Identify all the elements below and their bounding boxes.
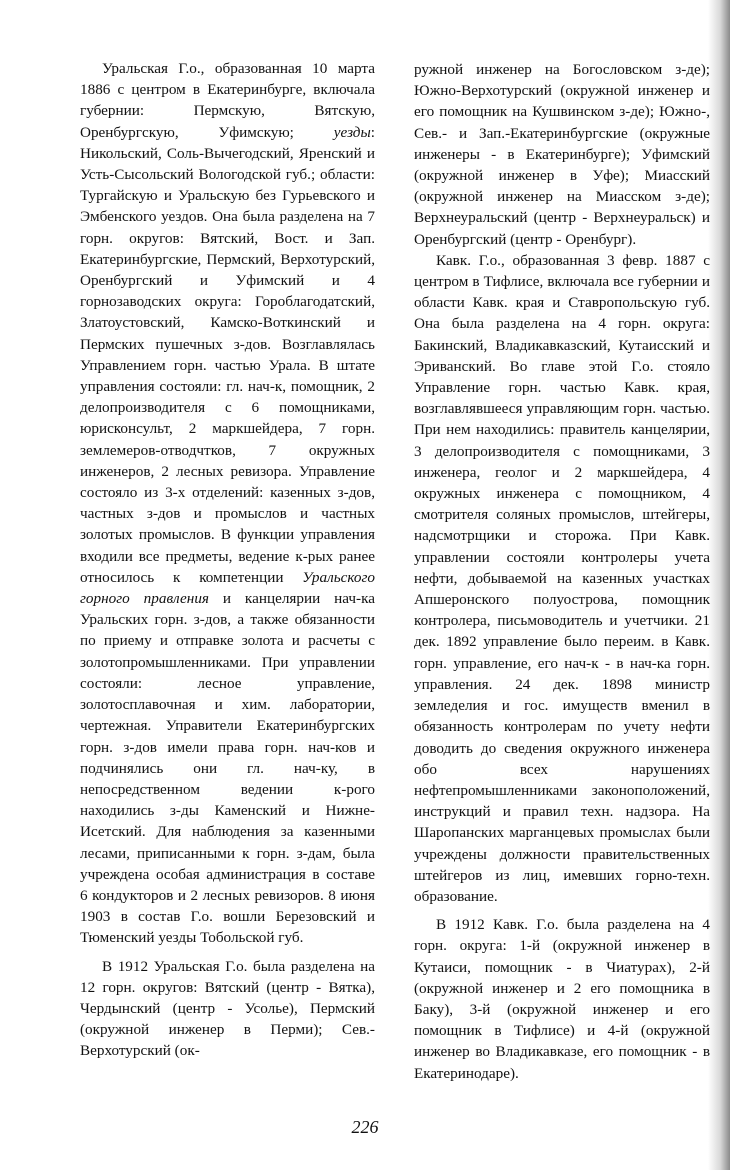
paragraph-caucasus-district: Кавк. Г.о., образованная 3 февр. 1887 с центром в Тифлисе, включала все губернии и области Кавк. края и Ставропольскую губ. Она была разделена на 4 горн. округа: Бакинский, Владикавказский, Кутаисский и Эриванский. Во главе этой Г.о. стояло Управление горн. частью Кавк. края, возглавлявшееся управляющим горн. частью. При нем находились: правитель канцелярии, 3 делопроизводителя с помощниками, 3 инженера, геолог и 2 маркшейдера, 4 окружных инженера с помощником, 4 смотрителя соляных промыслов, штейгеры, надсмотрщики и сторожа. При Кавк. управлении состояли контролеры учета нефти, добываемой на казенных участках Апшеронского полуострова, помощник контролера, письмоводитель и учетчики. 21 дек. 1892 управление было переим. в Кавк. горн. управление, его нач-к - в нач-ка горн. управления. 24 дек. 1898 министр земледелия и гос. имуществ вменил в обязанность контролерам по учету нефти доводить до сведения окружного инженера обо всех нарушениях нефтепромышленниками законоположений, инструкций и правил техн. надзора. На Шаропанских марганцевых промыслах были учреждены должности правительственных штейгеров из лиц, имевших горно-техн. образование. bbox=[414, 251, 710, 905]
paragraph-urals-1912-continued: ружной инженер на Богословском з-де); Южно-Верхотурский (окружной инженер и его помощник на Кушвинском з-де); Южно-, Сев.- и Зап.-Екатеринбургские (окружные инженеры - в Екатеринбурге); Уфимский (окружной инженер в Уфе); Миасский (окружной инженер на Миасском з-де); Верхнеуральский (центр - Верхнеуральск) и Оренбургский (центр - Оренбург). bbox=[414, 61, 710, 248]
page-number: 226 bbox=[351, 1117, 379, 1137]
paragraph-urals-1912: В 1912 Уральская Г.о. была разделена на 12 горн. округов: Вятский (центр - Вятка), Чердынский (центр - Усолье), Пермский (окружной инженер в Перми); Сев.-Верхотурский (ок- bbox=[80, 957, 375, 1060]
paragraph-urals-district: Уральская Г.о., образованная 10 марта 1886 с центром в Екатеринбурге, включала губернии: Пермскую, Вятскую, Оренбургскую, Уфимскую; уезды: Никольский, Соль-Вычегодский, Яренский и Усть-Сысольский Вологодской губ.; области: Тургайскую и Уральскую без Гурьевского и Эмбенского уездов. Она была разделена на 7 горн. округов: Вятский, Вост. и Зап. Екатеринбургские, Пермский, Верхотурский, Оренбургский и Уфимский и 4 горнозаводских округа: Гороблагодатский, Златоустовский, Камско-Воткинский и Пермских пушечных з-дов. Возглавлялась Управлением горн. частью Урала. В штате управления состояли: гл. нач-к, помощник, 2 делопроизводителя с 6 помощниками, юрисконсульт, 2 маркшейдера, 7 горн. землемеров-отводчтков, 7 окружных инженеров, 2 лесных ревизора. Управление состояло из 3-х отделений: казенных з-дов, частных з-дов и промыслов и частных золотых промыслов. В функции управления входили все предметы, ведение к-рых ранее относилось к компетенции Уральского горного правления и канцелярии нач-ка Уральских горн. з-дов, а также обязанности по приему и отправке золота и расчеты с золотопромышленниками. При управлении состояли: лесное управление, золотосплавочная и хим. лаборатории, чертежная. Управители Екатеринбургских горн. з-дов имели права горн. нач-ков и подчинялись они гл. нач-ку, в непосредственном ведении к-рого находились з-ды Каменский и Нижне-Исетский. Для наблюдения за казенными лесами, приписанными к горн. з-дам, была учреждена особая администрация в составе 6 кондукторов и 2 лесных ревизоров. 8 июня 1903 в состав Г.о. вошли Березовский и Тюменский уезды Тобольской губ. bbox=[80, 60, 375, 947]
page-edge-shadow bbox=[708, 0, 730, 1170]
right-column bbox=[414, 59, 710, 1084]
left-column bbox=[80, 58, 375, 1062]
paragraph-caucasus-1912: В 1912 Кавк. Г.о. была разделена на 4 горн. округа: 1-й (окружной инженер в Кутаиси, помощник - в Чиатурах), 2-й (окружной инженер и 2 его помощника в Баку), 3-й (окружной инженер и его помощник в Тифлисе) и 4-й (окружной инженер во Владикавказе, его помощник - в Екатеринодаре). bbox=[414, 916, 710, 1082]
